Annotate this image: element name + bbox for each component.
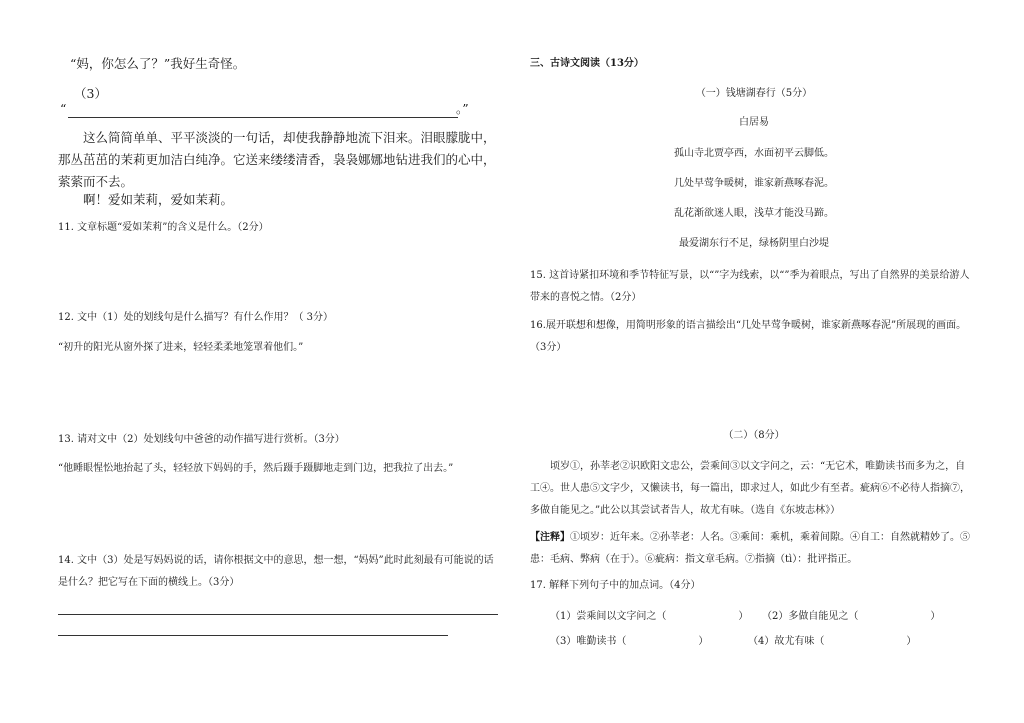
notes-text: ①顷岁：近年来。②孙莘老：人名。③乘间：乘机，乘着间隙。④自工：自然就精妙了。⑤患：毛病、弊病（在于）。⑥疵病：指文章毛病。⑦指摘（tì）：批评指正。 [530,532,970,565]
answer-line-2[interactable] [58,635,448,636]
blank-3-marker: （3） [74,86,107,101]
question-17-item-2: （2）多做自能见之（ ） [762,611,941,622]
question-13: 13. 请对文中（2）处划线句中爸爸的动作描写进行赏析。（3分） [58,434,345,445]
paragraph-mom-question: “妈，你怎么了？”我好生奇怪。 [70,56,246,71]
question-13-quote: “他睡眼惺忪地抬起了头，轻轻放下妈妈的手，然后蹑手蹑脚地走到门边，把我拉了出去。” [58,463,454,474]
blank-3-close-quote: 。” [456,101,469,116]
answer-line-1[interactable] [58,614,498,615]
poem-line-2: 几处早莺争暖树，谁家新燕啄春泥。 [674,178,834,189]
question-17: 17. 解释下列句子中的加点词。（4分） [530,580,701,591]
notes-label: 【注释】 [530,532,570,543]
question-12-quote: “初升的阳光从窗外探了进来，轻轻柔柔地笼罩着他们。” [58,342,304,353]
question-15: 15. 这首诗紧扣环境和季节特征写景，以“”字为线索，以“”季为着眼点，写出了自然界的美景给游人带来的喜悦之情。（2分） [530,270,970,303]
question-11: 11. 文章标题“爱如茉莉”的含义是什么。（2分） [58,222,269,233]
section-3-title: 三、古诗文阅读（13分） [530,58,644,69]
question-17-item-1: （1）尝乘间以文字问之（ ） [550,611,749,622]
poem-line-3: 乱花渐欲迷人眼，浅草才能没马蹄。 [674,208,834,219]
notes [530,527,975,571]
prose-passage: 顷岁①，孙莘老②识欧阳文忠公，尝乘间③以文字问之，云：“无它术，唯勤读书而多为之，自工④。世人患⑤文字少，又懒读书，每一篇出，即求过人，如此少有至者。疵病⑥不必待人指摘⑦，多做自能见之。”此公以其尝试者告人，故尤有味。（选自《东坡志林》） [530,461,970,516]
part-2-heading: （二）（8分） [723,430,785,441]
question-12: 12. 文中（1）处的划线句是什么描写？有什么作用？（ 3分） [58,312,333,323]
blank-3-answer-line[interactable] [68,117,458,118]
question-16: 16.展开联想和想像，用简明形象的语言描绘出“几处早莺争暖树，谁家新燕啄春泥”所展现的画面。（3分） [530,320,967,353]
paragraph-main: 这么简简单单、平平淡淡的一句话，却使我静静地流下泪来。泪眼朦胧中，那丛茁茁的茉莉更加洁白纯净。它送来缕缕清香，袅袅娜娜地钻进我们的心中，萦萦而不去。 [58,130,496,189]
poem-line-4: 最爱湖东行不足，绿杨阴里白沙堤 [679,238,829,249]
question-17-item-4: （4）故尤有味（ ） [748,636,917,647]
question-14: 14. 文中（3）处是写妈妈说的话，请你根据文中的意思，想一想，“妈妈”此时此刻最有可能说的话是什么？把它写在下面的横线上。（3分） [58,555,494,588]
poem-heading: （一）钱塘湖春行（5分） [695,88,813,99]
paragraph-end: 啊！爱如茉莉，爱如茉莉。 [83,192,234,207]
question-17-item-3: （3）唯勤读书（ ） [550,636,709,647]
blank-3-open-quote: “ [60,101,67,116]
poem-author: 白居易 [739,117,769,128]
poem-line-1: 孤山寺北贾亭西，水面初平云脚低。 [674,148,834,159]
